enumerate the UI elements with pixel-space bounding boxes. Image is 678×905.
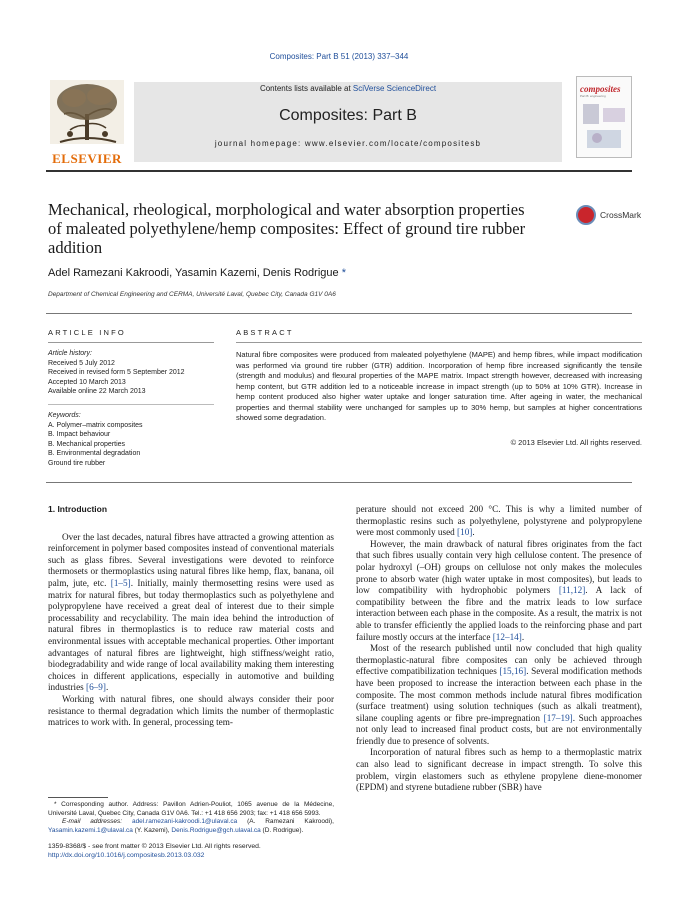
crossmark-icon — [576, 205, 596, 225]
citation-link[interactable]: [15,16] — [499, 666, 527, 677]
paragraph: Working with natural fibres, one should always consider their poor resistance to thermal degradation which limits the number of thermoplastic matrices to work with. In general, processing tem- — [48, 693, 334, 728]
doi-link[interactable]: http://dx.doi.org/10.1016/j.compositesb.2013.03.032 — [48, 852, 205, 860]
keyword-item: B. Impact behaviour — [48, 431, 111, 439]
author-list: Adel Ramezani Kakroodi, Yasamin Kazemi, Denis Rodrigue * — [48, 267, 346, 279]
masthead-banner — [134, 82, 562, 162]
copyright: © 2013 Elsevier Ltd. All rights reserved. — [510, 438, 642, 447]
article-info-rule — [48, 342, 214, 343]
abstract-bottom-rule — [46, 482, 632, 483]
crossmark-label: CrossMark — [600, 210, 642, 220]
footnotes — [48, 801, 334, 835]
keyword-item: B. Environmental degradation — [48, 450, 141, 458]
paragraph: Over the last decades, natural fibres have attracted a growing attention as reinforcement in polymer based composites instead of conventional materials such as glass fibres. Several investigations were devoted to reinforce thermosets or thermoplastics using natural fibres like hemp, flax, banana, oil palm, jute, etc. [1–5]. Initially, mainly thermosetting resins were used as matrix for natural fibres, but today thermoplastics such as polyethylene and polypropylene have received a great deal of interest due to their simple processability and recyclability. The main idea behind the introduction of natural fibres in thermoplastics is to reduce raw material costs and environmental issues with acceptable mechanical properties. Other important advantages of natural fibres are lightweight, high stiffness/weight ratio, biodegradability and wide range of local availability making them interesting choices in different applications, especially in automotive and building industries [6–9]. — [48, 531, 334, 693]
footnote-rule — [48, 797, 108, 798]
journal-reference-link[interactable]: Composites: Part B 51 (2013) 337–344 — [269, 52, 409, 61]
email-link[interactable]: Yasamin.kazemi.1@ulaval.ca — [48, 826, 133, 834]
email-link[interactable]: adel.ramezani-kakroodi.1@ulaval.ca — [131, 818, 238, 826]
contents-line: Contents lists available at SciVerse ScienceDirect — [259, 84, 437, 93]
paragraph: However, the main drawback of natural fibres originates from the fact that such fibres usually contain very high cellulose content. The presence of polar hydroxyl (–OH) groups on cellulose not only makes the molecules prone to absorb water (high water uptake in most composites), but leads to low compatibility with hydrophobic polymers [11,12]. A lack of compatibility between the fibre and the matrix leads to low surface interaction between each phase in the composite. As a result, the matrix is not able to transfer efficiently the applied loads to the reinforcing phase and part failure mostly occurs at the interface [12–14]. — [356, 538, 642, 642]
citation-link[interactable]: [17–19] — [543, 712, 573, 723]
cover-title: composites — [580, 84, 621, 94]
paragraph: Most of the research published until now concluded that high quality thermoplastic-natural fibre composites can only be achieved through effective compatibilization techniques [15,16]. Several modification methods have been proposed to increase the interaction between each phase in the composite. The most common methods include natural fibres modification (surface treatment) using solution techniques (such as alkali treatment), silane coupling agents or fibre pre-impregnation [17–19]. Such approaches not only lead to increased final product costs, but are not environmentally friendly due to presence of solvents. — [356, 643, 642, 746]
article-title: Mechanical, rheological, morphological and water absorption properties of maleated polyethylene/hemp composites: Effect of ground tire rubber addition — [48, 200, 526, 257]
keyword-item: A. Polymer–matrix composites — [48, 421, 143, 429]
email-addresses: E-mail addresses: adel.ramezani-kakroodi.1@ulaval.ca (A. Ramezani Kakroodi), Yasamin.kazemi.1@ulaval.ca (Y. Kazemi), Denis.Rodrigue@gch.ulaval.ca (D. Rodrigue). — [48, 818, 334, 834]
keyword-item: Ground tire rubber — [48, 459, 106, 467]
article-history-label: Article history: — [48, 350, 92, 357]
keywords-rule — [48, 404, 214, 405]
citation-link[interactable]: [11,12] — [558, 585, 586, 596]
masthead-rule — [46, 170, 632, 172]
corresponding-author-note: * Corresponding author. Address: Pavillon Adrien-Pouliot, 1065 avenue de la Médecine, Université Laval, Quebec City, Canada G1V 0A6. Tel.: +1 418 656 2903; fax: +1 418 656 5993. — [48, 801, 334, 817]
citation-link[interactable]: [6–9] — [86, 682, 106, 693]
paragraph: perature should not exceed 200 °C. This is why a limited number of thermoplastic resins such as polyethylene, polystyrene and polypropylene were most commonly used [10]. — [356, 504, 642, 538]
abstract-text: Natural fibre composites were produced from maleated polyethylene (MAPE) and hemp fibres, while impact modification was performed via ground tire rubber (GTR) addition. Incorporation of hemp fibre increased significantly the tensile (strength and modulus) and flexural properties of the MAPE matrix. Impact strength however, decreased with increasing hemp content, but GTR addition led to a noticeable increase in impact strength (up to 50% at 10% GTR). Increase in hemp content produced also higher water uptake and longer saturation time. After ageing in water, the mechanical properties and thermal stability were unchanged for samples up to 30% hemp, but samples at higher concentrations showed some degradation. — [236, 350, 642, 422]
article-info-heading: ARTICLE INFO — [48, 328, 126, 337]
journal-title: Composites: Part B — [279, 107, 417, 124]
journal-cover-thumbnail[interactable] — [576, 76, 632, 158]
body-right-column — [356, 504, 642, 794]
email-link[interactable]: Denis.Rodrigue@gch.ulaval.ca — [171, 826, 261, 834]
header-rule — [46, 313, 632, 314]
citation-link[interactable]: [1–5] — [110, 577, 131, 588]
keywords-label: Keywords: — [48, 412, 81, 419]
section-title: 1. Introduction — [48, 504, 108, 514]
citation-link[interactable]: [10] — [457, 527, 473, 538]
abstract-heading: ABSTRACT — [236, 328, 294, 337]
elsevier-tree-icon — [50, 80, 124, 144]
cover-graphic-icon — [577, 98, 632, 158]
keywords — [48, 411, 224, 469]
homepage-line: journal homepage: www.elsevier.com/locate/compositesb — [214, 139, 482, 148]
crossmark-badge[interactable] — [576, 204, 648, 226]
sciencedirect-link[interactable]: SciVerse ScienceDirect — [352, 84, 437, 93]
issn-line: 1359-8368/$ - see front matter © 2013 Elsevier Ltd. All rights reserved. — [48, 843, 261, 850]
history-received: Received 5 July 2012 — [48, 359, 115, 367]
elsevier-logo[interactable] — [46, 80, 128, 164]
body-left-column — [48, 504, 334, 729]
cover-subtitle: Part B: engineering — [580, 94, 606, 98]
paragraph: Incorporation of natural fibres such as hemp to a thermoplastic matrix can also lead to significant decrease in impact strength. To solve this problem, virgin elastomers such as ethylene propylene diene-monomer (EPDM) and styrene butadiene rubber (SBR) have — [356, 747, 642, 793]
affiliation: Department of Chemical Engineering and CERMA, Université Laval, Quebec City, Canada G1V 0A6 — [48, 291, 336, 298]
citation-link[interactable]: [12–14] — [492, 631, 522, 642]
article-history — [48, 349, 224, 397]
abstract-rule — [236, 342, 642, 343]
journal-homepage-link[interactable]: www.elsevier.com/locate/compositesb — [304, 139, 482, 148]
history-accepted: Accepted 10 March 2013 — [48, 378, 126, 386]
elsevier-wordmark: ELSEVIER — [52, 151, 122, 166]
history-revised: Received in revised form 5 September 2012 — [48, 369, 185, 377]
history-online: Available online 22 March 2013 — [48, 388, 146, 396]
doi-block — [48, 842, 261, 860]
keyword-item: B. Mechanical properties — [48, 440, 126, 448]
journal-masthead — [46, 76, 632, 166]
corresponding-author-marker[interactable]: * — [341, 267, 346, 279]
